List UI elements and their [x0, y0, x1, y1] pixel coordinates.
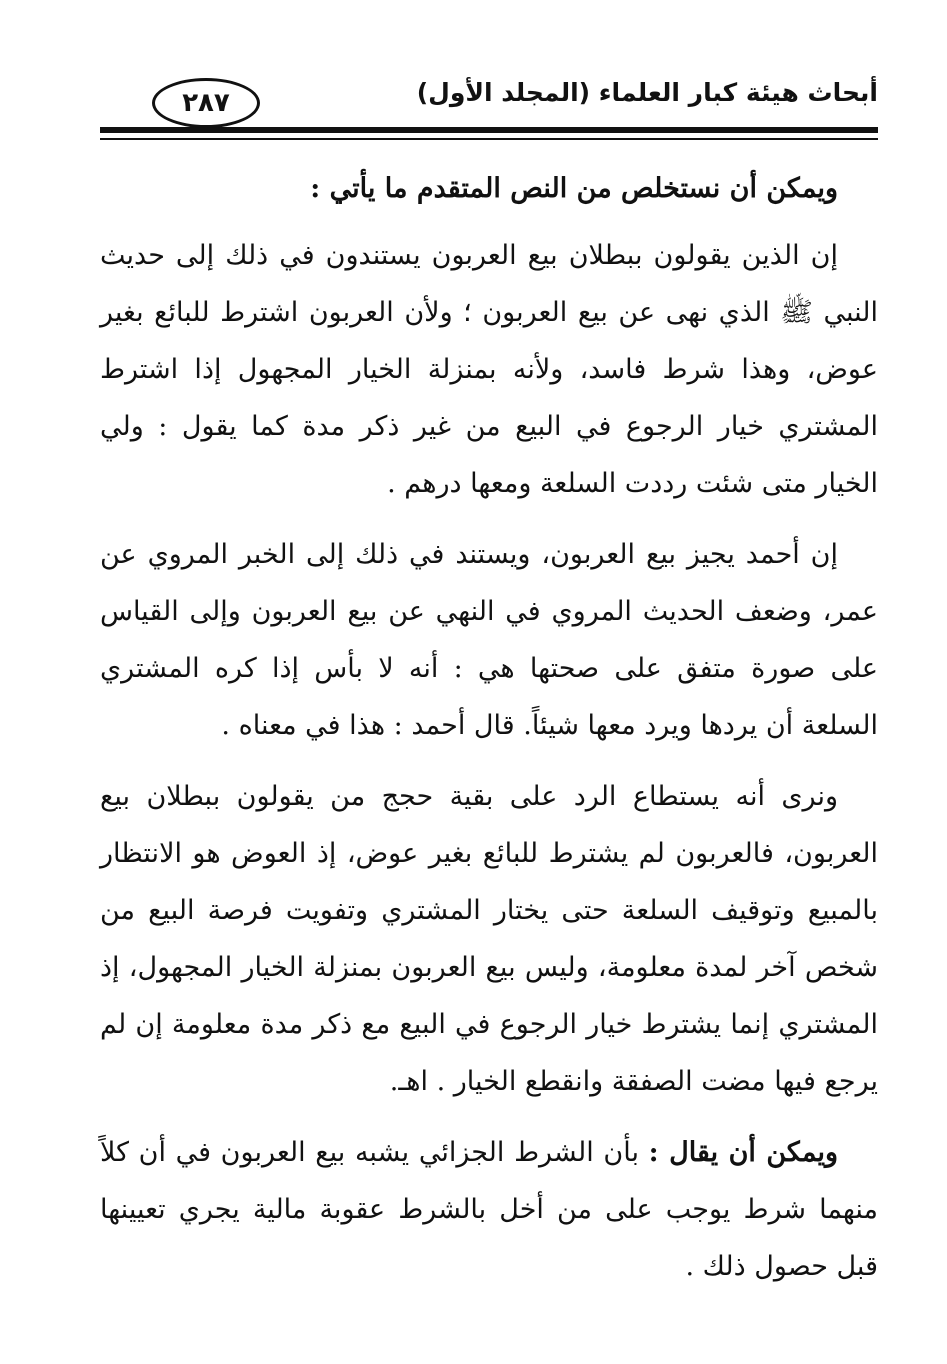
paragraph-4-text: بأن الشرط الجزائي يشبه بيع العربون في أن كلاً منهما شرط يوجب على من أخل بالشرط عقوبة مالية يجري تعيينها قبل حصول ذلك .: [100, 1137, 878, 1282]
page-number: ٢٨٧: [182, 88, 230, 118]
body-text: [100, 160, 878, 1309]
paragraph-4: [100, 1124, 878, 1295]
paragraph-3: ونرى أنه يستطاع الرد على بقية حجج من يقولون ببطلان بيع العربون، فالعربون لم يشترط للبائع بغير عوض، إذ العوض هو الانتظار بالمبيع وتوقيف السلعة حتى يختار المشتري وتفويت فرصة البيع من شخص آخر لمدة معلومة، وليس بيع العربون بمنزلة الخيار المجهول، إذ المشتري إنما يشترط خيار الرجوع في البيع مع ذكر مدة معلومة إن لم يرجع فيها مضت الصفقة وانقطع الخيار . اهـ.: [100, 781, 878, 1097]
running-header-title: أبحاث هيئة كبار العلماء (المجلد الأول): [416, 78, 878, 107]
paragraph-4-lead: ويمكن أن يقال :: [648, 1137, 838, 1168]
header-rule-thick: [100, 127, 878, 133]
page-number-oval: [152, 78, 260, 128]
running-header: [100, 70, 878, 130]
header-rule-thin: [100, 138, 878, 140]
paragraph-2: إن أحمد يجيز بيع العربون، ويستند في ذلك إلى الخبر المروي عن عمر، وضعف الحديث المروي في النهي عن بيع العربون وإلى القياس على صورة متفق على صحتها هي : أنه لا بأس إذا كره المشتري السلعة أن يردها ويرد معها شيئاً. قال أحمد : هذا في معناه .: [100, 539, 878, 741]
intro-paragraph: ويمكن أن نستخلص من النص المتقدم ما يأتي :: [310, 173, 838, 204]
paragraph-1: إن الذين يقولون ببطلان بيع العربون يستندون في ذلك إلى حديث النبي ﷺ الذي نهى عن بيع العربون ؛ ولأن العربون اشترط للبائع بغير عوض، وهذا شرط فاسد، ولأنه بمنزلة الخيار المجهول إذا اشترط المشتري خيار الرجوع في البيع من غير ذكر مدة كما يقول : ولي الخيار متى شئت رددت السلعة ومعها درهم .: [100, 240, 878, 499]
